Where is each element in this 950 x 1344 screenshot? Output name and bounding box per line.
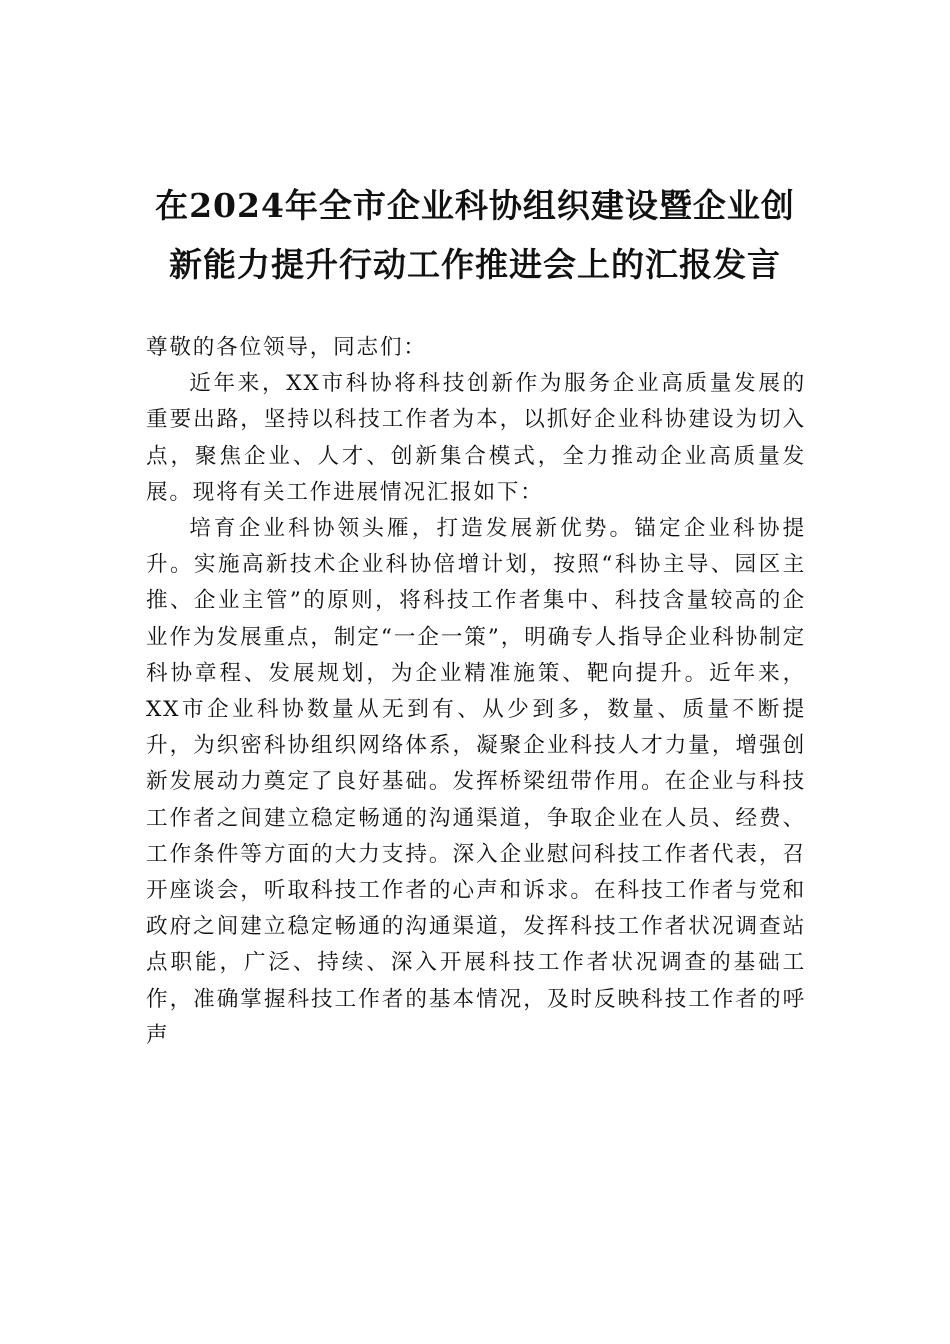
title-line-2: 新能力提升行动工作推进会上的汇报发言 <box>169 245 781 285</box>
paragraph-intro: 近年来，XX市科协将科技创新作为服务企业高质量发展的重要出路，坚持以科技工作者为本，以抓好企业科协建设为切入点，聚焦企业、人才、创新集合模式，全力推动企业高质量发展。现将有关工作进展情况汇报如下： <box>146 371 806 505</box>
document-title <box>140 176 810 294</box>
document-body <box>146 330 806 1054</box>
title-line-1: 在2024年全市企业科协组织建设暨企业创 <box>155 186 795 226</box>
salutation: 尊敬的各位领导，同志们： <box>146 335 427 360</box>
paragraph-enterprise-association: 培育企业科协领头雁，打造发展新优势。锚定企业科协提升。实施高新技术企业科协倍增计划，按照“科协主导、园区主推、企业主管”的原则，将科技工作者集中、科技含量较高的企业作为发展重点，制定“一企一策”，明确专人指导企业科协制定科协章程、发展规划，为企业精准施策、靶向提升。近年来，XX市企业科协数量从无到有、从少到多，数量、质量不断提升，为织密科协组织网络体系，凝聚企业科技人才力量，增强创新发展动力奠定了良好基础。发挥桥梁纽带作用。在企业与科技工作者之间建立稳定畅通的沟通渠道，争取企业在人员、经费、工作条件等方面的大力支持。深入企业慰问科技工作者代表，召开座谈会，听取科技工作者的心声和诉求。在科技工作者与党和政府之间建立稳定畅通的沟通渠道，发挥科技工作者状况调查站点职能，广泛、持续、深入开展科技工作者状况调查的基础工作，准确掌握科技工作者的基本情况，及时反映科技工作者的呼声 <box>146 516 806 1048</box>
